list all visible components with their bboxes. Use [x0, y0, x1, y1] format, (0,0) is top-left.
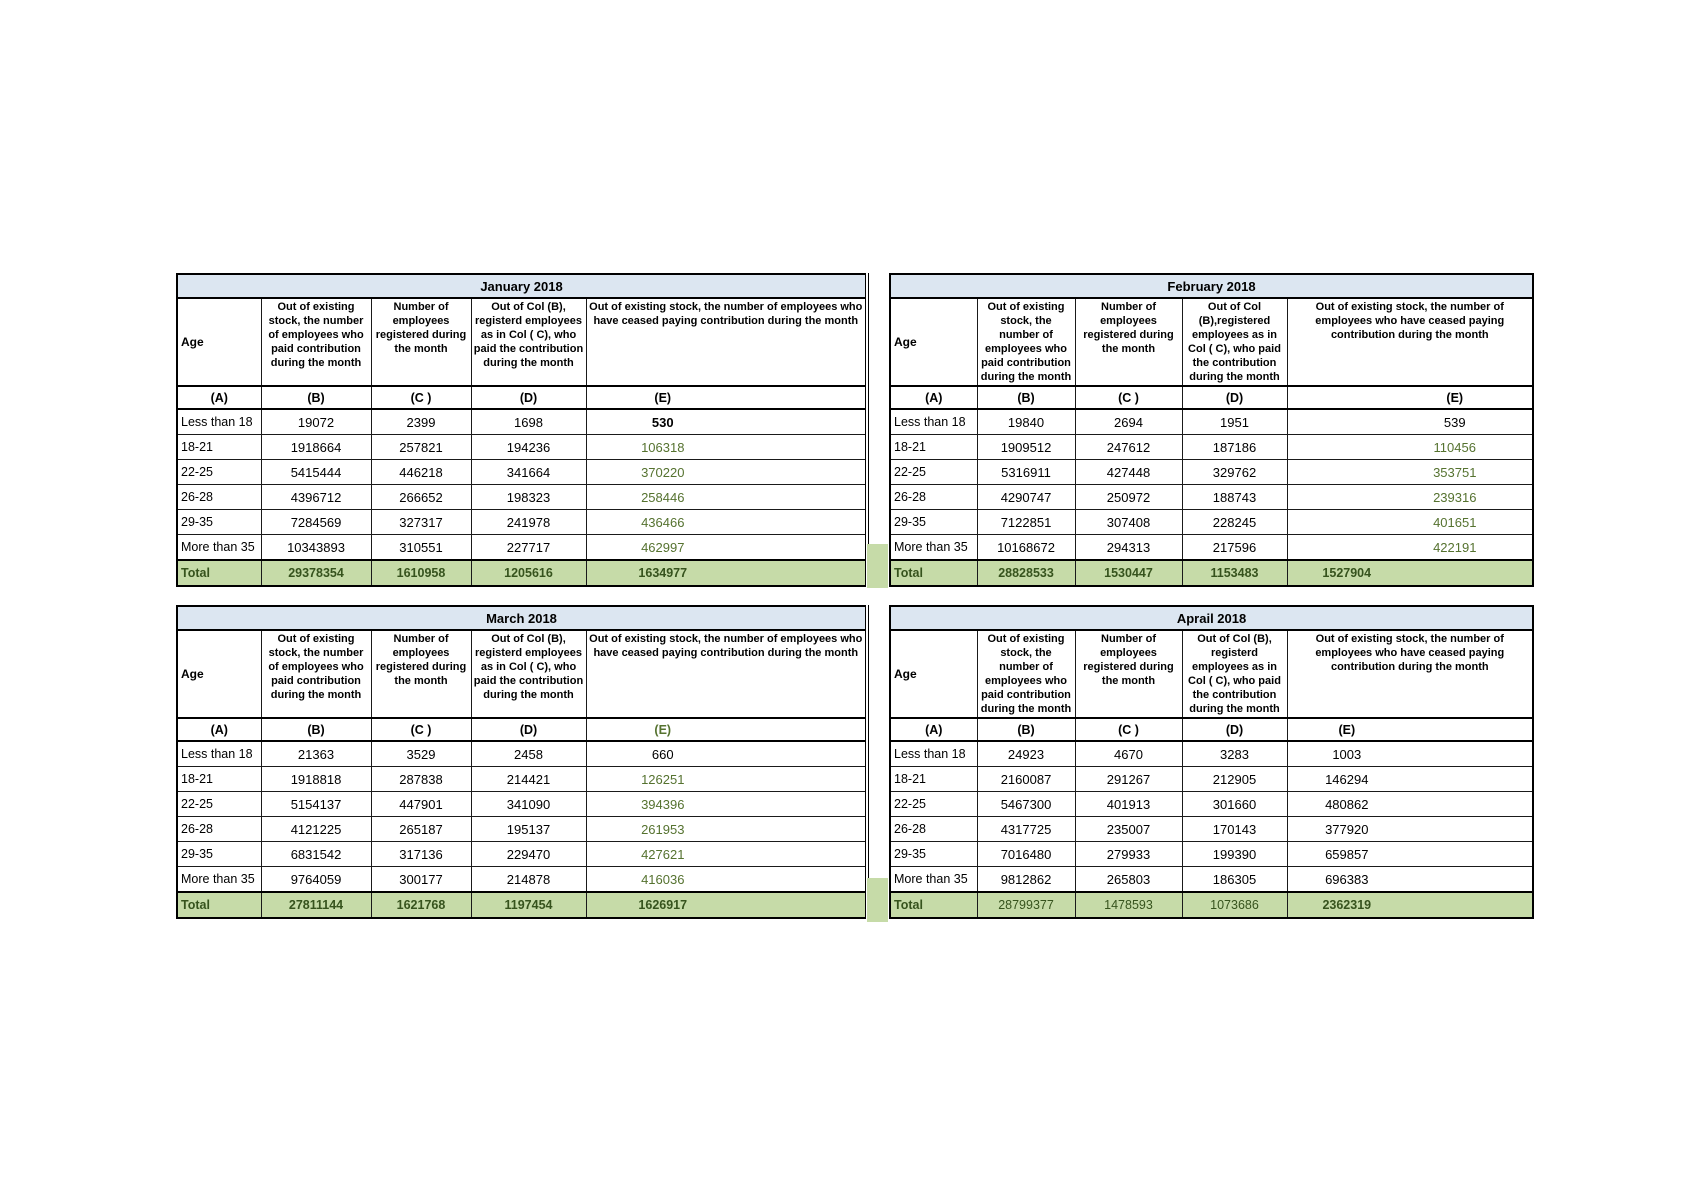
cell-age: 29-35	[177, 510, 261, 535]
table-row	[890, 485, 1533, 510]
cell-c: 307408	[1075, 510, 1182, 535]
cell-b: 1918664	[261, 435, 371, 460]
cell-c: 250972	[1075, 485, 1182, 510]
table-row	[890, 767, 1533, 792]
cell-d: 3283	[1182, 741, 1287, 767]
cell-c: 447901	[371, 792, 471, 817]
cell-age: More than 35	[177, 535, 261, 561]
cell-d: 227717	[471, 535, 586, 561]
table-row	[890, 867, 1533, 893]
cell-c: 2694	[1075, 409, 1182, 435]
total-label: Total	[177, 892, 261, 918]
total-c: 1621768	[371, 892, 471, 918]
total-row	[890, 560, 1533, 586]
header-age: Age	[177, 298, 261, 386]
total-b: 27811144	[261, 892, 371, 918]
cell-b: 24923	[977, 741, 1075, 767]
cell-b: 6831542	[261, 842, 371, 867]
cell-e: 539	[1287, 409, 1533, 435]
total-d: 1073686	[1182, 892, 1287, 918]
cell-age: 26-28	[177, 817, 261, 842]
cell-c: 235007	[1075, 817, 1182, 842]
title-row	[890, 606, 1533, 630]
month-table	[889, 273, 1534, 587]
column-letter-row	[890, 718, 1533, 741]
column-letter: (D)	[471, 386, 586, 409]
cell-b: 4396712	[261, 485, 371, 510]
column-letter: (B)	[977, 718, 1075, 741]
table-row	[177, 510, 867, 535]
cell-d: 341090	[471, 792, 586, 817]
cell-age: 26-28	[890, 817, 977, 842]
total-b: 28828533	[977, 560, 1075, 586]
cell-age: 29-35	[890, 510, 977, 535]
cell-d: 187186	[1182, 435, 1287, 460]
table-title: February 2018	[890, 274, 1533, 298]
cell-age: 18-21	[890, 767, 977, 792]
column-letter: (D)	[1182, 718, 1287, 741]
cell-d: 194236	[471, 435, 586, 460]
total-e: 1634977	[586, 560, 867, 586]
header-age: Age	[177, 630, 261, 718]
cell-age: 22-25	[890, 460, 977, 485]
cell-c: 427448	[1075, 460, 1182, 485]
cell-e: 659857	[1287, 842, 1533, 867]
cell-age: Less than 18	[890, 409, 977, 435]
cell-c: 446218	[371, 460, 471, 485]
header-col-d: Out of Col (B), registerd employees as in Col ( C), who paid the contribution during the month	[1182, 630, 1287, 718]
total-e: 2362319	[1287, 892, 1533, 918]
cell-b: 5415444	[261, 460, 371, 485]
table-row	[177, 535, 867, 561]
cell-d: 212905	[1182, 767, 1287, 792]
cell-age: 22-25	[177, 460, 261, 485]
cell-c: 247612	[1075, 435, 1182, 460]
cell-c: 4670	[1075, 741, 1182, 767]
table-row	[890, 460, 1533, 485]
cell-age: Less than 18	[890, 741, 977, 767]
stray-green-cell-bottom	[867, 878, 888, 922]
column-letter: (D)	[1182, 386, 1287, 409]
column-letter: (E)	[1287, 386, 1533, 409]
cell-d: 341664	[471, 460, 586, 485]
total-d: 1205616	[471, 560, 586, 586]
stray-green-cell-top	[867, 544, 888, 588]
header-col-c: Number of employees registered during the month	[371, 630, 471, 718]
table-row	[177, 792, 867, 817]
table-row	[890, 741, 1533, 767]
cell-d: 2458	[471, 741, 586, 767]
cell-c: 300177	[371, 867, 471, 893]
column-letter-row	[177, 386, 867, 409]
cell-b: 19072	[261, 409, 371, 435]
cell-b: 21363	[261, 741, 371, 767]
cell-d: 329762	[1182, 460, 1287, 485]
header-col-e: Out of existing stock, the number of employees who have ceased paying contribution during the month	[1287, 630, 1533, 718]
cell-e: 530	[586, 409, 867, 435]
header-col-d: Out of Col (B), registerd employees as in Col ( C), who paid the contribution during the month	[471, 298, 586, 386]
cell-c: 279933	[1075, 842, 1182, 867]
cell-b: 1909512	[977, 435, 1075, 460]
cell-d: 195137	[471, 817, 586, 842]
cell-d: 214421	[471, 767, 586, 792]
cell-age: 22-25	[890, 792, 977, 817]
title-row	[890, 274, 1533, 298]
cell-b: 1918818	[261, 767, 371, 792]
cell-e: 110456	[1287, 435, 1533, 460]
cell-e: 436466	[586, 510, 867, 535]
cell-c: 401913	[1075, 792, 1182, 817]
column-letter: (E)	[1287, 718, 1533, 741]
cell-c: 3529	[371, 741, 471, 767]
cell-b: 5316911	[977, 460, 1075, 485]
cell-c: 265803	[1075, 867, 1182, 893]
cell-b: 7284569	[261, 510, 371, 535]
cell-b: 10168672	[977, 535, 1075, 561]
header-row	[890, 630, 1533, 718]
cell-e: 660	[586, 741, 867, 767]
cell-e: 394396	[586, 792, 867, 817]
cell-d: 217596	[1182, 535, 1287, 561]
total-label: Total	[177, 560, 261, 586]
total-c: 1610958	[371, 560, 471, 586]
cell-e: 401651	[1287, 510, 1533, 535]
cell-e: 146294	[1287, 767, 1533, 792]
cell-e: 370220	[586, 460, 867, 485]
table-row	[177, 817, 867, 842]
table-row	[177, 767, 867, 792]
header-row	[890, 298, 1533, 386]
header-col-b: Out of existing stock, the number of employees who paid contribution during the month	[261, 630, 371, 718]
cell-age: More than 35	[890, 535, 977, 561]
header-col-c: Number of employees registered during the month	[371, 298, 471, 386]
cell-age: Less than 18	[177, 409, 261, 435]
column-letter: (B)	[977, 386, 1075, 409]
cell-c: 327317	[371, 510, 471, 535]
cell-d: 229470	[471, 842, 586, 867]
cell-b: 4290747	[977, 485, 1075, 510]
total-c: 1478593	[1075, 892, 1182, 918]
total-label: Total	[890, 560, 977, 586]
month-table	[176, 273, 869, 587]
header-age: Age	[890, 298, 977, 386]
cell-c: 294313	[1075, 535, 1182, 561]
table-row	[177, 842, 867, 867]
column-letter-row	[177, 718, 867, 741]
cell-b: 9812862	[977, 867, 1075, 893]
cell-e: 422191	[1287, 535, 1533, 561]
total-c: 1530447	[1075, 560, 1182, 586]
cell-age: 29-35	[177, 842, 261, 867]
table-row	[177, 409, 867, 435]
table-title: January 2018	[177, 274, 867, 298]
header-row	[177, 630, 867, 718]
column-letter: (A)	[177, 386, 261, 409]
column-letter: (D)	[471, 718, 586, 741]
column-letter: (C )	[1075, 718, 1182, 741]
cell-d: 301660	[1182, 792, 1287, 817]
cell-age: 18-21	[177, 767, 261, 792]
header-col-c: Number of employees registered during the month	[1075, 298, 1182, 386]
table-row	[177, 485, 867, 510]
cell-e: 416036	[586, 867, 867, 893]
total-row	[890, 892, 1533, 918]
cell-age: 29-35	[890, 842, 977, 867]
column-letter: (B)	[261, 386, 371, 409]
total-e: 1626917	[586, 892, 867, 918]
title-row	[177, 274, 867, 298]
cell-b: 7122851	[977, 510, 1075, 535]
cell-age: More than 35	[177, 867, 261, 893]
column-letter: (C )	[371, 718, 471, 741]
header-col-b: Out of existing stock, the number of employees who paid contribution during the month	[977, 630, 1075, 718]
cell-e: 480862	[1287, 792, 1533, 817]
cell-b: 5154137	[261, 792, 371, 817]
cell-b: 5467300	[977, 792, 1075, 817]
cell-c: 287838	[371, 767, 471, 792]
table-row	[890, 792, 1533, 817]
cell-c: 2399	[371, 409, 471, 435]
header-age: Age	[890, 630, 977, 718]
column-letter: (B)	[261, 718, 371, 741]
cell-b: 7016480	[977, 842, 1075, 867]
cell-d: 170143	[1182, 817, 1287, 842]
total-d: 1197454	[471, 892, 586, 918]
column-letter: (C )	[371, 386, 471, 409]
cell-b: 19840	[977, 409, 1075, 435]
table-title: Aprail 2018	[890, 606, 1533, 630]
cell-c: 257821	[371, 435, 471, 460]
column-letter: (E)	[586, 386, 867, 409]
cell-e: 1003	[1287, 741, 1533, 767]
column-letter: (E)	[586, 718, 867, 741]
cell-age: 22-25	[177, 792, 261, 817]
cell-c: 266652	[371, 485, 471, 510]
table-row	[890, 842, 1533, 867]
header-row	[177, 298, 867, 386]
cell-age: Less than 18	[177, 741, 261, 767]
cell-c: 310551	[371, 535, 471, 561]
header-col-e: Out of existing stock, the number of employees who have ceased paying contribution during the month	[586, 298, 867, 386]
title-row	[177, 606, 867, 630]
cell-d: 186305	[1182, 867, 1287, 893]
table-container-april-2018	[889, 605, 1532, 919]
header-col-c: Number of employees registered during the month	[1075, 630, 1182, 718]
table-row	[890, 409, 1533, 435]
table-row	[177, 435, 867, 460]
cell-b: 9764059	[261, 867, 371, 893]
total-b: 28799377	[977, 892, 1075, 918]
cell-e: 696383	[1287, 867, 1533, 893]
cell-d: 228245	[1182, 510, 1287, 535]
cell-age: More than 35	[890, 867, 977, 893]
month-table	[176, 605, 869, 919]
header-col-e: Out of existing stock, the number of employees who have ceased paying contribution during the month	[586, 630, 867, 718]
table-row	[177, 460, 867, 485]
cell-age: 18-21	[890, 435, 977, 460]
cell-c: 317136	[371, 842, 471, 867]
table-container-january-2018	[176, 273, 866, 587]
cell-e: 462997	[586, 535, 867, 561]
total-b: 29378354	[261, 560, 371, 586]
cell-age: 26-28	[177, 485, 261, 510]
table-title: March 2018	[177, 606, 867, 630]
table-row	[890, 435, 1533, 460]
cell-e: 239316	[1287, 485, 1533, 510]
cell-c: 291267	[1075, 767, 1182, 792]
column-letter: (A)	[177, 718, 261, 741]
total-row	[177, 560, 867, 586]
header-col-d: Out of Col (B),registered employees as in Col ( C), who paid the contribution during the month	[1182, 298, 1287, 386]
table-row	[177, 741, 867, 767]
table-container-march-2018	[176, 605, 866, 919]
cell-d: 1951	[1182, 409, 1287, 435]
table-row	[890, 817, 1533, 842]
cell-e: 261953	[586, 817, 867, 842]
header-col-b: Out of existing stock, the number of employees who paid contribution during the month	[261, 298, 371, 386]
table-row	[890, 535, 1533, 561]
cell-e: 353751	[1287, 460, 1533, 485]
cell-d: 214878	[471, 867, 586, 893]
cell-d: 198323	[471, 485, 586, 510]
cell-d: 241978	[471, 510, 586, 535]
cell-c: 265187	[371, 817, 471, 842]
cell-e: 258446	[586, 485, 867, 510]
column-letter: (A)	[890, 718, 977, 741]
cell-e: 427621	[586, 842, 867, 867]
column-letter: (C )	[1075, 386, 1182, 409]
cell-d: 188743	[1182, 485, 1287, 510]
cell-d: 199390	[1182, 842, 1287, 867]
cell-d: 1698	[471, 409, 586, 435]
total-d: 1153483	[1182, 560, 1287, 586]
column-letter: (A)	[890, 386, 977, 409]
cell-b: 2160087	[977, 767, 1075, 792]
header-col-b: Out of existing stock, the number of employees who paid contribution during the month	[977, 298, 1075, 386]
table-row	[177, 867, 867, 893]
cell-e: 126251	[586, 767, 867, 792]
total-e: 1527904	[1287, 560, 1533, 586]
cell-age: 18-21	[177, 435, 261, 460]
cell-b: 4121225	[261, 817, 371, 842]
cell-age: 26-28	[890, 485, 977, 510]
cell-b: 4317725	[977, 817, 1075, 842]
table-row	[890, 510, 1533, 535]
header-col-d: Out of Col (B), registerd employees as in Col ( C), who paid the contribution during the month	[471, 630, 586, 718]
month-table	[889, 605, 1534, 919]
cell-b: 10343893	[261, 535, 371, 561]
header-col-e: Out of existing stock, the number of employees who have ceased paying contribution during the month	[1287, 298, 1533, 386]
cell-e: 377920	[1287, 817, 1533, 842]
cell-e: 106318	[586, 435, 867, 460]
table-container-february-2018	[889, 273, 1532, 587]
total-label: Total	[890, 892, 977, 918]
total-row	[177, 892, 867, 918]
column-letter-row	[890, 386, 1533, 409]
